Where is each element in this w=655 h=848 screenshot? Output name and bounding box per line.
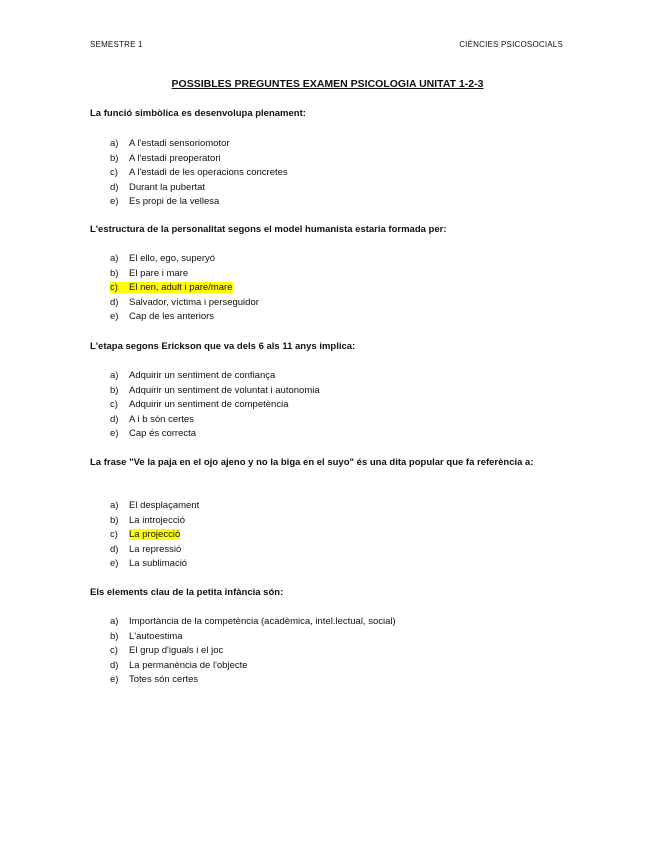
option-letter: c) <box>110 399 118 410</box>
option-item <box>110 659 396 674</box>
option-letter: c) <box>110 645 118 656</box>
option-text: La introjecció <box>129 514 185 526</box>
header-subject: CIÈNCIES PSICOSOCIALS <box>459 40 563 49</box>
option-text: El nen, adult i pare/mare <box>129 282 233 293</box>
option-letter: d) <box>110 543 119 555</box>
option-letter: a) <box>110 138 119 149</box>
option-text: L'autoestima <box>129 630 183 642</box>
option-item <box>110 137 288 152</box>
option-letter: b) <box>110 630 119 642</box>
option-text: Es propi de la vellesa <box>129 196 220 207</box>
question-4-options <box>110 499 199 572</box>
option-text: Adquirir un sentiment de competència <box>129 399 289 410</box>
option-text: Durant la pubertat <box>129 181 206 193</box>
option-letter: d) <box>110 181 119 193</box>
header-semester: SEMESTRE 1 <box>90 40 143 49</box>
option-item <box>110 413 320 428</box>
question-3: L'etapa segons Erickson que va dels 6 als 11 anys implica: <box>90 341 356 352</box>
option-item-highlighted <box>110 281 259 296</box>
option-letter: c) <box>110 529 118 540</box>
option-text: Totes són certes <box>129 674 199 685</box>
option-text: La permanència de l'objecte <box>129 659 248 671</box>
option-letter: e) <box>110 674 119 685</box>
option-text: Cap de les anteriors <box>129 311 215 322</box>
option-item <box>110 152 288 167</box>
option-letter: b) <box>110 384 119 396</box>
option-item <box>110 195 288 210</box>
option-letter: e) <box>110 558 119 569</box>
option-text: Salvador, víctima i perseguidor <box>129 296 259 308</box>
option-text: A l'estadi preoperatori <box>129 152 221 164</box>
highlighted-answer: La projecció <box>129 529 181 540</box>
option-item <box>110 310 259 325</box>
option-item <box>110 557 199 572</box>
option-letter: b) <box>110 267 119 279</box>
option-item <box>110 252 259 267</box>
option-item <box>110 369 320 384</box>
option-item <box>110 181 288 196</box>
option-item <box>110 166 288 181</box>
option-letter: e) <box>110 428 119 439</box>
option-text: El grup d'iguals i el joc <box>129 645 224 656</box>
option-item <box>110 427 320 442</box>
option-text: El pare i mare <box>129 267 189 279</box>
option-item <box>110 499 199 514</box>
option-item <box>110 615 396 630</box>
option-item <box>110 267 259 282</box>
option-item <box>110 398 320 413</box>
option-letter: a) <box>110 500 119 511</box>
question-5: Els elements clau de la petita infància són: <box>90 587 284 598</box>
option-item <box>110 514 199 529</box>
option-letter: b) <box>110 514 119 526</box>
option-item <box>110 673 396 688</box>
option-text: A l'estadi sensoriomotor <box>129 138 230 149</box>
question-2: L'estructura de la personalitat segons el model humanista estaria formada per: <box>90 224 447 235</box>
option-letter: d) <box>110 413 119 425</box>
option-text: Adquirir un sentiment de voluntat i autonomia <box>129 384 320 396</box>
option-item-highlighted <box>110 528 199 543</box>
question-3-options <box>110 369 320 442</box>
option-item <box>110 384 320 399</box>
question-1: La funció simbòlica es desenvolupa plenament: <box>90 108 306 119</box>
option-text: La sublimació <box>129 558 188 569</box>
question-1-options <box>110 137 288 210</box>
option-letter: e) <box>110 311 119 322</box>
option-letter: b) <box>110 152 119 164</box>
option-item <box>110 296 259 311</box>
option-text: A l'estadi de les operacions concretes <box>129 167 288 178</box>
option-text: El ello, ego, superyó <box>129 253 216 264</box>
option-text: El desplaçament <box>129 500 200 511</box>
option-item <box>110 630 396 645</box>
option-letter: d) <box>110 296 119 308</box>
option-letter: a) <box>110 616 119 627</box>
option-letter: a) <box>110 253 119 264</box>
question-5-options <box>110 615 396 688</box>
option-text: Importància de la competència (acadèmica, intel.lectual, social) <box>129 616 396 627</box>
option-text: La repressió <box>129 543 182 555</box>
page-title: POSSIBLES PREGUNTES EXAMEN PSICOLOGIA UNITAT 1-2-3 <box>171 78 484 90</box>
option-letter: c) <box>110 282 118 293</box>
option-item <box>110 644 396 659</box>
option-item <box>110 543 199 558</box>
option-letter: d) <box>110 659 119 671</box>
question-2-options <box>110 252 259 325</box>
question-4: La frase "Ve la paja en el ojo ajeno y no la biga en el suyo" és una dita popular que fa referència a: <box>90 457 534 468</box>
option-letter: c) <box>110 167 118 178</box>
option-letter: a) <box>110 370 119 381</box>
option-text: Cap és correcta <box>129 428 197 439</box>
option-text: A i b són certes <box>129 413 194 425</box>
option-letter: e) <box>110 196 119 207</box>
option-text: Adquirir un sentiment de confiança <box>129 370 276 381</box>
highlighted-answer <box>110 282 233 293</box>
